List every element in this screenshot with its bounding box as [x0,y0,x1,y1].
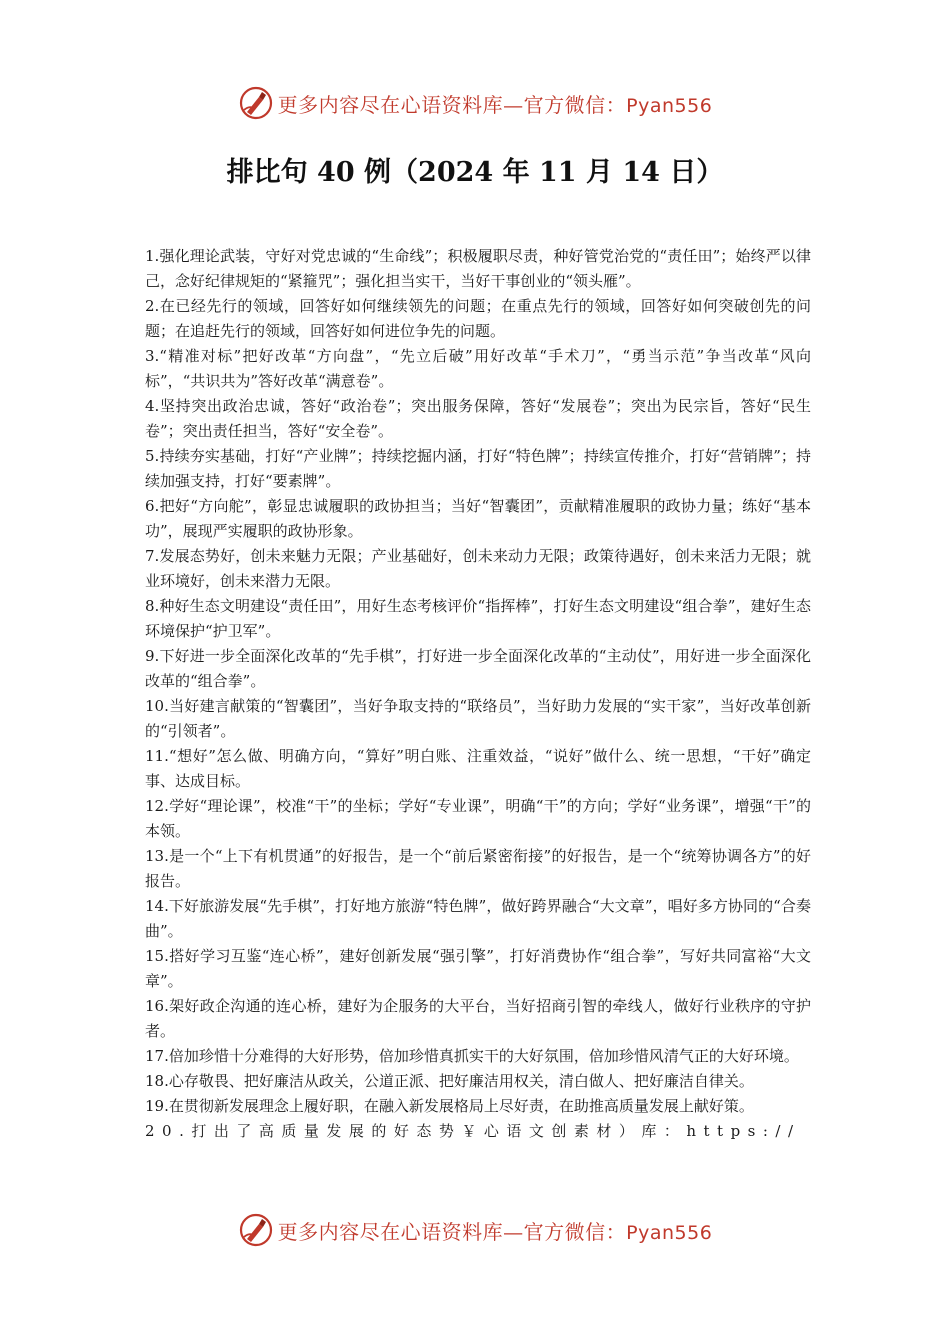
list-item: 4.坚持突出政治忠诚，答好“政治卷”；突出服务保障，答好“发展卷”；突出为民宗旨，答好“民生卷”；突出责任担当，答好“安全卷”。 [145,397,811,440]
wechat-id: Pyan556 [626,94,713,117]
list-item: 13.是一个“上下有机贯通”的好报告，是一个“前后紧密衔接”的好报告，是一个“统筹协调各方”的好报告。 [145,847,811,890]
header-watermark-banner [0,83,950,123]
list-item: 17.倍加珍惜十分难得的大好形势，倍加珍惜真抓实干的大好氛围，倍加珍惜风清气正的大好环境。 [145,1047,799,1065]
list-item: 3.“精准对标”把好改革“方向盘”，“先立后破”用好改革“手术刀”，“勇当示范”争当改革“风向标”，“共识共为”答好改革“满意卷”。 [145,347,811,390]
list-item-truncated: 20.打出了高质量发展的好态势￥心语文创素材）库：https:// [145,1122,801,1140]
page-title: 排比句 40 例（2024 年 11 月 14 日） [226,157,724,188]
list-item: 2.在已经先行的领域，回答好如何继续领先的问题；在重点先行的领域，回答好如何突破创先的问题；在追赶先行的领域，回答好如何进位争先的问题。 [145,297,811,340]
list-item: 12.学好“理论课”，校准“干”的坐标；学好“专业课”，明确“干”的方向；学好“业务课”，增强“干”的本领。 [145,797,811,840]
list-item: 5.持续夯实基础，打好“产业牌”；持续挖掘内涵，打好“特色牌”；持续宣传推介，打好“营销牌”；持续加强支持，打好“要素牌”。 [145,447,811,490]
list-item: 8.种好生态文明建设“责任田”，用好生态考核评价“指挥棒”，打好生态文明建设“组合拳”，建好生态环境保护“护卫军”。 [145,597,811,640]
list-item: 16.架好政企沟通的连心桥，建好为企服务的大平台，当好招商引智的牵线人，做好行业秩序的守护者。 [145,997,811,1040]
pen-logo-icon [238,85,274,121]
list-item: 6.把好“方向舵”，彰显忠诚履职的政协担当；当好“智囊团”，贡献精准履职的政协力量；练好“基本功”，展现严实履职的政协形象。 [145,497,811,540]
list-item: 14.下好旅游发展“先手棋”，打好地方旅游“特色牌”，做好跨界融合“大文章”，唱好多方协同的“合奏曲”。 [145,897,811,940]
list-item: 18.心存敬畏、把好廉洁从政关，公道正派、把好廉洁用权关，清白做人、把好廉洁自律关。 [145,1072,754,1090]
banner-text: 更多内容尽在心语资料库—官方微信：Pyan556 [277,1219,713,1244]
pen-logo-icon [238,1212,274,1248]
document-body [145,244,811,1144]
wechat-id: Pyan556 [626,1221,713,1244]
banner-text: 更多内容尽在心语资料库—官方微信：Pyan556 [277,92,713,117]
list-item: 10.当好建言献策的“智囊团”，当好争取支持的“联络员”，当好助力发展的“实干家”，当好改革创新的“引领者”。 [145,697,811,740]
footer-watermark-banner [0,1210,950,1250]
list-item: 19.在贯彻新发展理念上履好职，在融入新发展格局上尽好责，在助推高质量发展上献好策。 [145,1097,754,1115]
list-item: 15.搭好学习互鉴“连心桥”，建好创新发展“强引擎”，打好消费协作“组合拳”，写好共同富裕“大文章”。 [145,947,811,990]
list-item: 11.“想好”怎么做、明确方向，“算好”明白账、注重效益，“说好”做什么、统一思想，“干好”确定事、达成目标。 [145,747,811,790]
list-item: 9.下好进一步全面深化改革的“先手棋”，打好进一步全面深化改革的“主动仗”，用好进一步全面深化改革的“组合拳”。 [145,647,811,690]
list-item: 7.发展态势好，创未来魅力无限；产业基础好，创未来动力无限；政策待遇好，创未来活力无限；就业环境好，创未来潜力无限。 [145,547,811,590]
list-item: 1.强化理论武装，守好对党忠诚的“生命线”；积极履职尽责，种好管党治党的“责任田”；始终严以律己，念好纪律规矩的“紧箍咒”；强化担当实干，当好干事创业的“领头雁”。 [145,247,811,290]
